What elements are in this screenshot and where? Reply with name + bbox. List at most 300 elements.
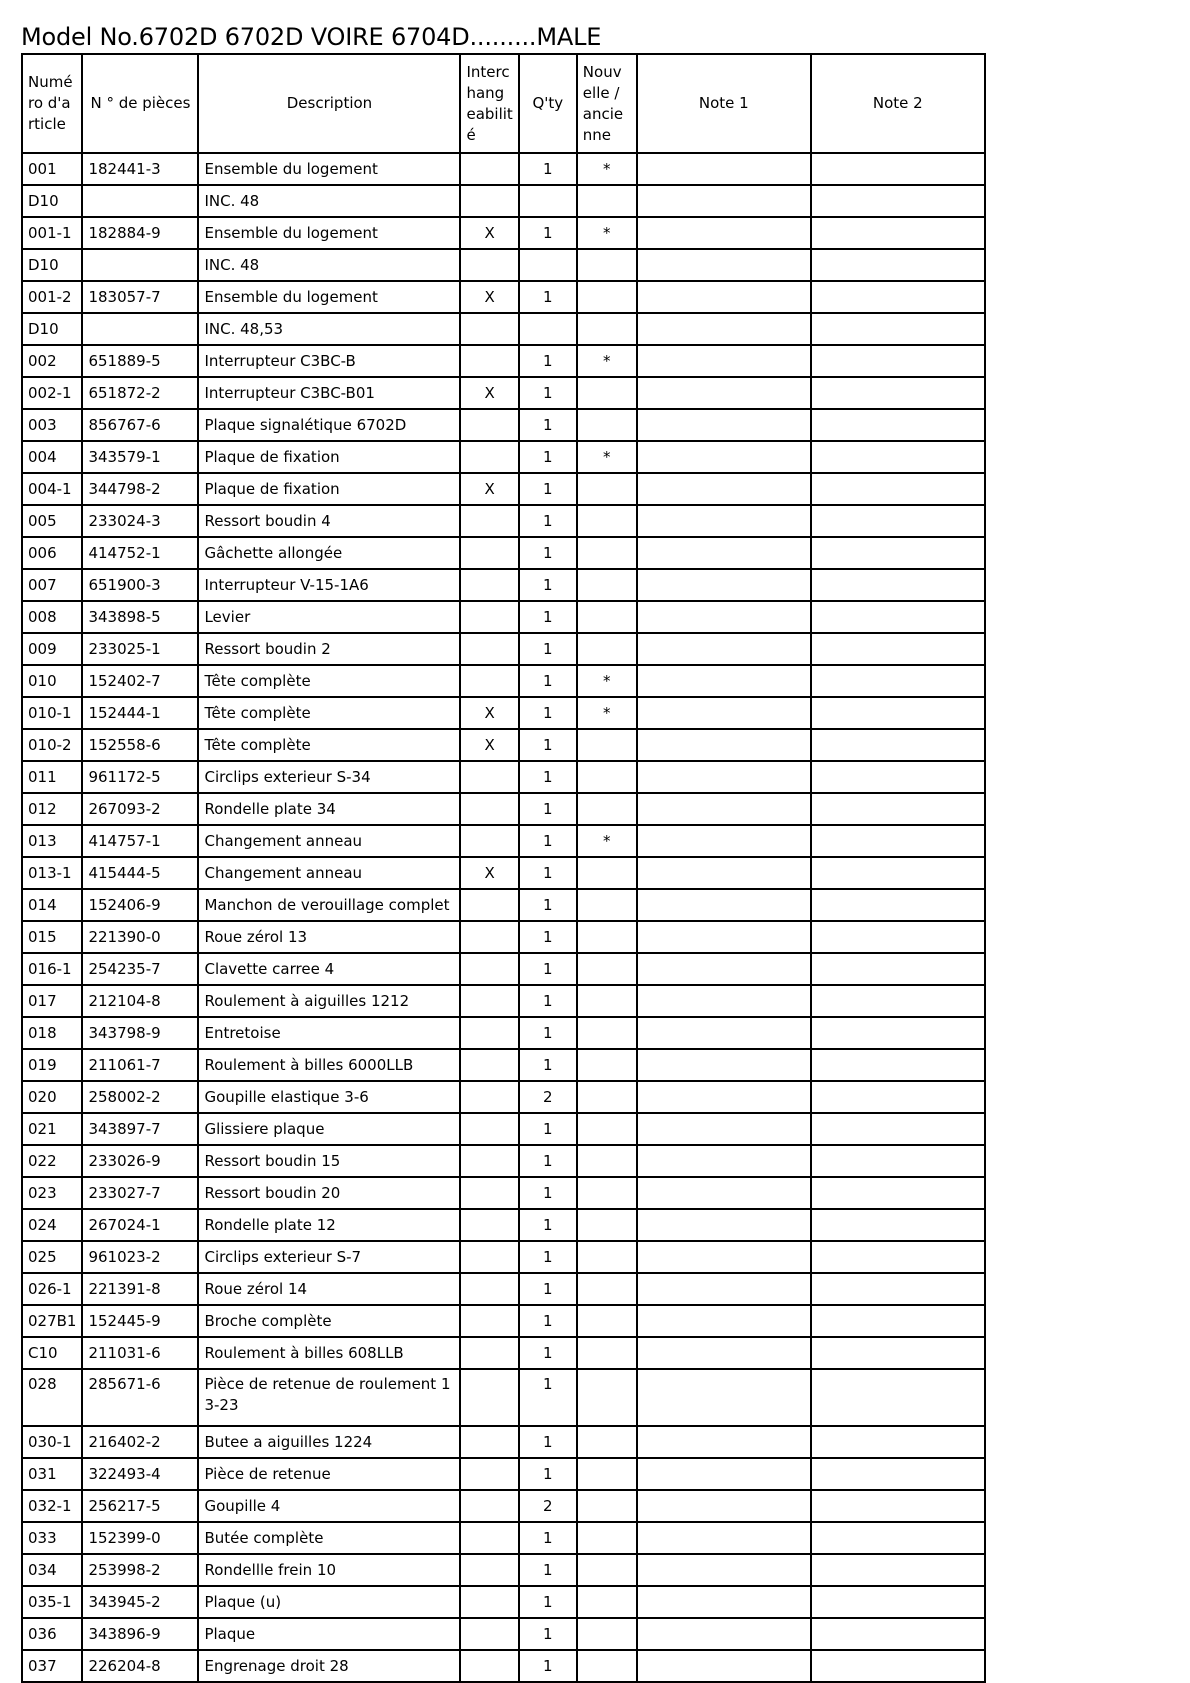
cell-new-old — [577, 313, 637, 345]
cell-note-1 — [637, 313, 811, 345]
cell-quantity: 2 — [519, 1490, 577, 1522]
cell-new-old — [577, 377, 637, 409]
cell-quantity: 1 — [519, 1241, 577, 1273]
cell-note-2 — [811, 1618, 985, 1650]
cell-new-old — [577, 793, 637, 825]
cell-item-number: D10 — [22, 313, 82, 345]
cell-note-2 — [811, 921, 985, 953]
table-row — [22, 985, 985, 1017]
cell-interchangeability — [460, 185, 518, 217]
cell-new-old — [577, 1113, 637, 1145]
cell-new-old: * — [577, 665, 637, 697]
cell-item-number: 024 — [22, 1209, 82, 1241]
cell-description: INC. 48 — [198, 249, 460, 281]
cell-note-2 — [811, 1177, 985, 1209]
cell-item-number: 010-1 — [22, 697, 82, 729]
cell-description: Plaque (u) — [198, 1586, 460, 1618]
cell-part-number: 152399-0 — [82, 1522, 198, 1554]
cell-item-number: 014 — [22, 889, 82, 921]
table-row — [22, 345, 985, 377]
cell-item-number: 001-2 — [22, 281, 82, 313]
cell-note-1 — [637, 1273, 811, 1305]
cell-new-old — [577, 1586, 637, 1618]
cell-note-2 — [811, 697, 985, 729]
cell-quantity — [519, 185, 577, 217]
cell-description: Rondellle frein 10 — [198, 1554, 460, 1586]
cell-interchangeability — [460, 1618, 518, 1650]
cell-interchangeability — [460, 1145, 518, 1177]
cell-interchangeability — [460, 601, 518, 633]
cell-interchangeability — [460, 1458, 518, 1490]
table-row — [22, 281, 985, 313]
cell-item-number: 003 — [22, 409, 82, 441]
table-row — [22, 153, 985, 185]
header-part-number: N ° de pièces — [82, 54, 198, 153]
cell-part-number: 414752-1 — [82, 537, 198, 569]
cell-note-1 — [637, 569, 811, 601]
cell-description: Levier — [198, 601, 460, 633]
cell-quantity: 1 — [519, 217, 577, 249]
cell-part-number: 256217-5 — [82, 1490, 198, 1522]
table-row — [22, 1273, 985, 1305]
cell-new-old: * — [577, 697, 637, 729]
cell-new-old — [577, 505, 637, 537]
cell-item-number: 010 — [22, 665, 82, 697]
cell-note-2 — [811, 1458, 985, 1490]
cell-item-number: 023 — [22, 1177, 82, 1209]
cell-note-1 — [637, 1049, 811, 1081]
header-interchangeability: Interc hang eabilit é — [460, 54, 518, 153]
cell-note-1 — [637, 249, 811, 281]
cell-quantity: 1 — [519, 441, 577, 473]
cell-interchangeability — [460, 249, 518, 281]
cell-note-1 — [637, 1113, 811, 1145]
cell-part-number: 233024-3 — [82, 505, 198, 537]
cell-note-1 — [637, 665, 811, 697]
cell-note-2 — [811, 1049, 985, 1081]
cell-quantity: 1 — [519, 601, 577, 633]
cell-description: Entretoise — [198, 1017, 460, 1049]
cell-item-number: 001-1 — [22, 217, 82, 249]
cell-part-number: 152406-9 — [82, 889, 198, 921]
cell-interchangeability — [460, 953, 518, 985]
cell-note-2 — [811, 153, 985, 185]
cell-note-1 — [637, 729, 811, 761]
cell-new-old — [577, 1554, 637, 1586]
table-row — [22, 1177, 985, 1209]
cell-new-old — [577, 1458, 637, 1490]
cell-quantity: 1 — [519, 1177, 577, 1209]
cell-description: INC. 48,53 — [198, 313, 460, 345]
table-row — [22, 1113, 985, 1145]
cell-item-number: 012 — [22, 793, 82, 825]
cell-quantity: 1 — [519, 793, 577, 825]
table-row — [22, 217, 985, 249]
cell-part-number: 216402-2 — [82, 1426, 198, 1458]
cell-description: Roulement à aiguilles 1212 — [198, 985, 460, 1017]
table-row — [22, 1586, 985, 1618]
cell-quantity: 1 — [519, 1458, 577, 1490]
cell-item-number: 011 — [22, 761, 82, 793]
cell-description: Circlips exterieur S-7 — [198, 1241, 460, 1273]
cell-item-number: 009 — [22, 633, 82, 665]
cell-quantity: 1 — [519, 697, 577, 729]
cell-note-1 — [637, 1081, 811, 1113]
table-row — [22, 633, 985, 665]
table-row — [22, 793, 985, 825]
cell-note-2 — [811, 985, 985, 1017]
cell-new-old — [577, 249, 637, 281]
cell-new-old — [577, 1618, 637, 1650]
cell-new-old — [577, 409, 637, 441]
cell-note-2 — [811, 665, 985, 697]
cell-note-1 — [637, 953, 811, 985]
cell-part-number: 152444-1 — [82, 697, 198, 729]
cell-description: Circlips exterieur S-34 — [198, 761, 460, 793]
cell-note-2 — [811, 1369, 985, 1426]
cell-note-2 — [811, 1209, 985, 1241]
cell-note-2 — [811, 377, 985, 409]
cell-interchangeability — [460, 1522, 518, 1554]
cell-description: Plaque — [198, 1618, 460, 1650]
cell-interchangeability — [460, 409, 518, 441]
cell-note-1 — [637, 1522, 811, 1554]
cell-item-number: 030-1 — [22, 1426, 82, 1458]
cell-new-old — [577, 953, 637, 985]
cell-description: Roulement à billes 6000LLB — [198, 1049, 460, 1081]
cell-interchangeability: X — [460, 217, 518, 249]
cell-new-old — [577, 1490, 637, 1522]
cell-note-2 — [811, 1113, 985, 1145]
cell-quantity: 1 — [519, 377, 577, 409]
cell-quantity: 1 — [519, 633, 577, 665]
cell-new-old — [577, 1081, 637, 1113]
cell-item-number: 033 — [22, 1522, 82, 1554]
cell-part-number: 152558-6 — [82, 729, 198, 761]
cell-note-2 — [811, 345, 985, 377]
cell-note-1 — [637, 505, 811, 537]
cell-note-1 — [637, 1305, 811, 1337]
cell-quantity: 1 — [519, 921, 577, 953]
cell-item-number: 032-1 — [22, 1490, 82, 1522]
cell-interchangeability — [460, 1337, 518, 1369]
cell-quantity: 1 — [519, 761, 577, 793]
cell-part-number: 856767-6 — [82, 409, 198, 441]
cell-part-number: 415444-5 — [82, 857, 198, 889]
cell-note-1 — [637, 825, 811, 857]
cell-new-old — [577, 1049, 637, 1081]
cell-description: Ressort boudin 20 — [198, 1177, 460, 1209]
cell-part-number: 254235-7 — [82, 953, 198, 985]
cell-part-number: 343898-5 — [82, 601, 198, 633]
table-row — [22, 921, 985, 953]
cell-part-number: 233027-7 — [82, 1177, 198, 1209]
cell-item-number: 034 — [22, 1554, 82, 1586]
table-row — [22, 889, 985, 921]
table-row — [22, 1369, 985, 1426]
cell-description: Changement anneau — [198, 857, 460, 889]
cell-note-2 — [811, 537, 985, 569]
cell-part-number: 221390-0 — [82, 921, 198, 953]
cell-part-number: 343897-7 — [82, 1113, 198, 1145]
cell-new-old — [577, 537, 637, 569]
cell-new-old: * — [577, 345, 637, 377]
table-row — [22, 473, 985, 505]
cell-quantity: 2 — [519, 1081, 577, 1113]
cell-part-number: 212104-8 — [82, 985, 198, 1017]
cell-note-2 — [811, 761, 985, 793]
cell-note-2 — [811, 1554, 985, 1586]
table-row — [22, 601, 985, 633]
cell-item-number: 031 — [22, 1458, 82, 1490]
cell-quantity: 1 — [519, 1369, 577, 1426]
cell-description: Ensemble du logement — [198, 153, 460, 185]
cell-quantity — [519, 313, 577, 345]
table-row — [22, 1017, 985, 1049]
cell-part-number: 233025-1 — [82, 633, 198, 665]
cell-note-1 — [637, 985, 811, 1017]
cell-interchangeability: X — [460, 697, 518, 729]
cell-interchangeability — [460, 313, 518, 345]
cell-quantity: 1 — [519, 1145, 577, 1177]
header-description: Description — [198, 54, 460, 153]
cell-note-1 — [637, 761, 811, 793]
cell-part-number: 322493-4 — [82, 1458, 198, 1490]
cell-note-1 — [637, 409, 811, 441]
cell-interchangeability — [460, 1177, 518, 1209]
cell-quantity: 1 — [519, 729, 577, 761]
cell-note-2 — [811, 825, 985, 857]
cell-note-2 — [811, 1490, 985, 1522]
cell-quantity: 1 — [519, 1049, 577, 1081]
cell-note-1 — [637, 633, 811, 665]
page-title: Model No.6702D 6702D VOIRE 6704D.........MALE — [21, 23, 602, 51]
cell-quantity: 1 — [519, 537, 577, 569]
cell-description: Pièce de retenue de roulement 1 3-23 — [198, 1369, 460, 1426]
cell-interchangeability — [460, 537, 518, 569]
cell-note-1 — [637, 153, 811, 185]
cell-note-1 — [637, 1177, 811, 1209]
cell-interchangeability — [460, 153, 518, 185]
cell-description: Interrupteur C3BC-B — [198, 345, 460, 377]
cell-new-old: * — [577, 217, 637, 249]
cell-description: Interrupteur V-15-1A6 — [198, 569, 460, 601]
cell-interchangeability — [460, 1049, 518, 1081]
table-row — [22, 953, 985, 985]
cell-interchangeability — [460, 441, 518, 473]
cell-note-2 — [811, 569, 985, 601]
cell-interchangeability — [460, 1081, 518, 1113]
cell-note-2 — [811, 1337, 985, 1369]
cell-note-1 — [637, 601, 811, 633]
cell-part-number: 152402-7 — [82, 665, 198, 697]
cell-item-number: 017 — [22, 985, 82, 1017]
cell-new-old — [577, 889, 637, 921]
cell-note-1 — [637, 793, 811, 825]
cell-item-number: 028 — [22, 1369, 82, 1426]
cell-quantity: 1 — [519, 857, 577, 889]
table-row — [22, 1337, 985, 1369]
cell-part-number: 267093-2 — [82, 793, 198, 825]
cell-quantity: 1 — [519, 1113, 577, 1145]
cell-part-number: 343945-2 — [82, 1586, 198, 1618]
cell-quantity: 1 — [519, 1586, 577, 1618]
cell-note-2 — [811, 217, 985, 249]
cell-note-1 — [637, 185, 811, 217]
cell-part-number: 258002-2 — [82, 1081, 198, 1113]
cell-new-old — [577, 761, 637, 793]
cell-part-number: 414757-1 — [82, 825, 198, 857]
cell-new-old — [577, 729, 637, 761]
cell-quantity — [519, 249, 577, 281]
header-note-2: Note 2 — [811, 54, 985, 153]
table-row — [22, 1209, 985, 1241]
cell-interchangeability — [460, 345, 518, 377]
cell-item-number: 002 — [22, 345, 82, 377]
cell-new-old — [577, 1426, 637, 1458]
cell-part-number: 961023-2 — [82, 1241, 198, 1273]
cell-note-1 — [637, 1618, 811, 1650]
cell-interchangeability: X — [460, 729, 518, 761]
cell-interchangeability: X — [460, 281, 518, 313]
table-header — [22, 54, 985, 153]
cell-interchangeability — [460, 1586, 518, 1618]
table-row — [22, 761, 985, 793]
cell-quantity: 1 — [519, 665, 577, 697]
table-row — [22, 1426, 985, 1458]
cell-part-number: 211061-7 — [82, 1049, 198, 1081]
cell-quantity: 1 — [519, 1337, 577, 1369]
cell-item-number: 037 — [22, 1650, 82, 1682]
cell-description: Ressort boudin 2 — [198, 633, 460, 665]
cell-quantity: 1 — [519, 1273, 577, 1305]
cell-item-number: 005 — [22, 505, 82, 537]
cell-interchangeability — [460, 1650, 518, 1682]
cell-interchangeability — [460, 761, 518, 793]
cell-description: Tête complète — [198, 697, 460, 729]
cell-interchangeability: X — [460, 473, 518, 505]
table-row — [22, 825, 985, 857]
cell-item-number: 020 — [22, 1081, 82, 1113]
cell-quantity: 1 — [519, 953, 577, 985]
cell-interchangeability — [460, 1305, 518, 1337]
table-row — [22, 505, 985, 537]
cell-quantity: 1 — [519, 569, 577, 601]
cell-item-number: 001 — [22, 153, 82, 185]
cell-part-number: 233026-9 — [82, 1145, 198, 1177]
table-row — [22, 1650, 985, 1682]
header-note-1: Note 1 — [637, 54, 811, 153]
cell-interchangeability — [460, 665, 518, 697]
cell-description: Tête complète — [198, 665, 460, 697]
cell-note-2 — [811, 857, 985, 889]
cell-interchangeability: X — [460, 377, 518, 409]
table-row — [22, 249, 985, 281]
cell-note-1 — [637, 1209, 811, 1241]
cell-new-old — [577, 633, 637, 665]
table-row — [22, 1305, 985, 1337]
cell-new-old — [577, 857, 637, 889]
cell-note-1 — [637, 857, 811, 889]
table-row — [22, 697, 985, 729]
table-row — [22, 537, 985, 569]
cell-interchangeability — [460, 1273, 518, 1305]
cell-quantity: 1 — [519, 1554, 577, 1586]
cell-description: Goupille 4 — [198, 1490, 460, 1522]
cell-quantity: 1 — [519, 345, 577, 377]
cell-item-number: 004 — [22, 441, 82, 473]
cell-note-2 — [811, 1586, 985, 1618]
cell-interchangeability — [460, 985, 518, 1017]
cell-item-number: 025 — [22, 1241, 82, 1273]
cell-note-1 — [637, 1490, 811, 1522]
cell-interchangeability — [460, 1369, 518, 1426]
cell-description: Butee a aiguilles 1224 — [198, 1426, 460, 1458]
cell-item-number: 004-1 — [22, 473, 82, 505]
cell-interchangeability — [460, 633, 518, 665]
cell-part-number: 285671-6 — [82, 1369, 198, 1426]
cell-note-2 — [811, 249, 985, 281]
cell-item-number: 007 — [22, 569, 82, 601]
cell-item-number: 008 — [22, 601, 82, 633]
cell-item-number: 019 — [22, 1049, 82, 1081]
cell-part-number: 961172-5 — [82, 761, 198, 793]
table-row — [22, 1049, 985, 1081]
cell-description: Ensemble du logement — [198, 281, 460, 313]
cell-description: Roue zérol 14 — [198, 1273, 460, 1305]
cell-description: Gâchette allongée — [198, 537, 460, 569]
header-item-number: Numé ro d'a rticle — [22, 54, 82, 153]
cell-quantity: 1 — [519, 1305, 577, 1337]
cell-description: Ressort boudin 4 — [198, 505, 460, 537]
cell-description: Plaque de fixation — [198, 473, 460, 505]
cell-part-number — [82, 185, 198, 217]
cell-description: Roulement à billes 608LLB — [198, 1337, 460, 1369]
cell-description: Glissiere plaque — [198, 1113, 460, 1145]
cell-part-number: 226204-8 — [82, 1650, 198, 1682]
cell-note-1 — [637, 1650, 811, 1682]
cell-part-number: 221391-8 — [82, 1273, 198, 1305]
cell-part-number: 182884-9 — [82, 217, 198, 249]
cell-note-1 — [637, 1586, 811, 1618]
cell-part-number: 253998-2 — [82, 1554, 198, 1586]
cell-interchangeability — [460, 1426, 518, 1458]
cell-note-2 — [811, 1522, 985, 1554]
header-new-old: Nouv elle / ancie nne — [577, 54, 637, 153]
cell-note-2 — [811, 281, 985, 313]
cell-new-old — [577, 1273, 637, 1305]
cell-interchangeability — [460, 1209, 518, 1241]
table-row — [22, 409, 985, 441]
cell-new-old — [577, 1522, 637, 1554]
table-row — [22, 569, 985, 601]
cell-new-old — [577, 1017, 637, 1049]
cell-quantity: 1 — [519, 1618, 577, 1650]
cell-new-old — [577, 569, 637, 601]
table-row — [22, 1145, 985, 1177]
cell-note-2 — [811, 601, 985, 633]
cell-item-number: 027B1 — [22, 1305, 82, 1337]
cell-note-2 — [811, 793, 985, 825]
cell-quantity: 1 — [519, 473, 577, 505]
cell-part-number: 152445-9 — [82, 1305, 198, 1337]
cell-note-2 — [811, 1017, 985, 1049]
cell-note-1 — [637, 1554, 811, 1586]
header-quantity: Q'ty — [519, 54, 577, 153]
cell-item-number: 015 — [22, 921, 82, 953]
cell-note-1 — [637, 1241, 811, 1273]
cell-note-2 — [811, 185, 985, 217]
